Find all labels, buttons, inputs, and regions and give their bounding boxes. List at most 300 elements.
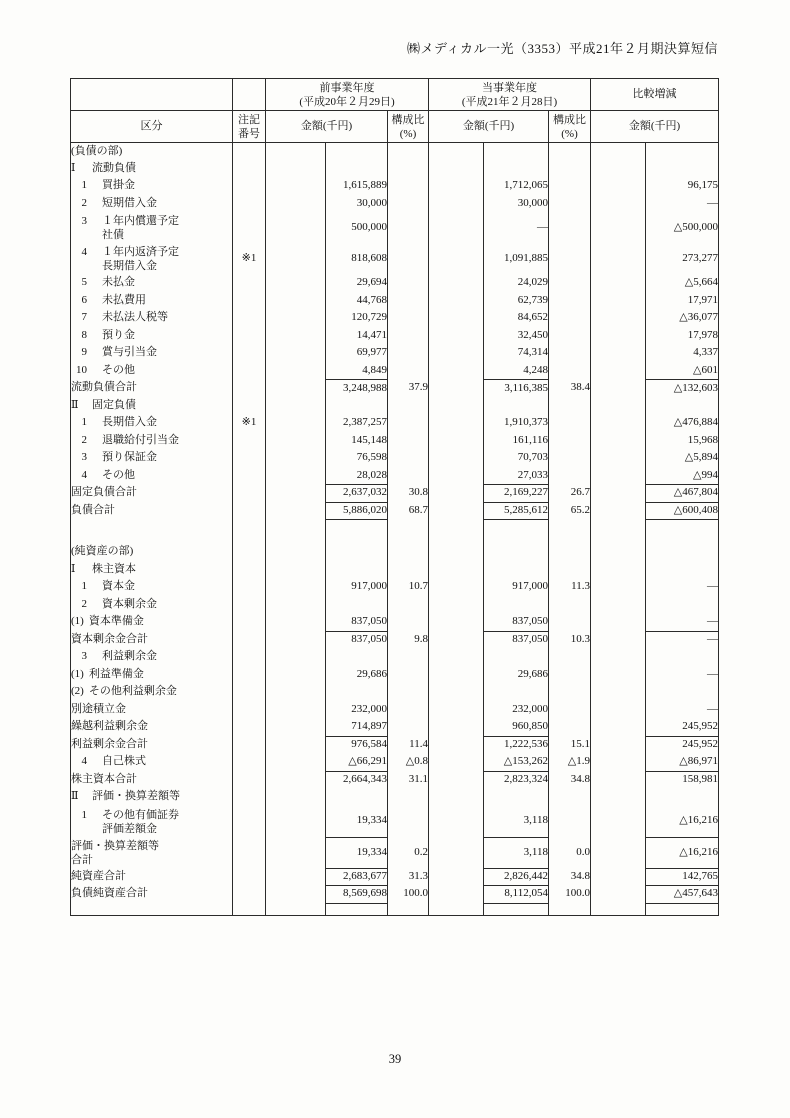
cell-ratio-curr <box>549 415 591 433</box>
table-row <box>71 467 719 485</box>
cell-spacer <box>266 345 326 363</box>
cell-spacer <box>266 485 326 503</box>
cell-amount-curr: 27,033 <box>484 467 549 485</box>
table-row <box>71 432 719 450</box>
cell-spacer <box>429 579 484 597</box>
table-row <box>71 771 719 789</box>
cell-amount-curr <box>484 397 549 415</box>
cell-note <box>233 310 266 328</box>
cell-amount-curr: 232,000 <box>484 701 549 719</box>
cell-ratio-prev <box>388 397 429 415</box>
cell-spacer <box>429 502 484 520</box>
cell-amount-diff: — <box>646 614 719 632</box>
cell-spacer <box>591 275 646 293</box>
cell-amount-prev: 29,694 <box>326 275 388 293</box>
cell-spacer <box>591 397 646 415</box>
col-ratio-prev-header: 構成比 (%) <box>388 111 429 143</box>
table-row <box>71 684 719 702</box>
cell-ratio-curr: 100.0 <box>549 886 591 904</box>
cell-ratio-curr <box>549 432 591 450</box>
cell-spacer <box>591 310 646 328</box>
cell-note <box>233 837 266 868</box>
cell-label: 2 資本剰余金 <box>71 596 233 614</box>
cell-amount-diff <box>646 397 719 415</box>
cell-ratio-curr <box>549 789 591 807</box>
cell-amount-curr <box>484 143 549 161</box>
table-row <box>71 631 719 649</box>
col-note-header: 注記 番号 <box>233 111 266 143</box>
cell-note <box>233 886 266 904</box>
cell-spacer <box>429 485 484 503</box>
cell-spacer <box>429 596 484 614</box>
table-row <box>71 649 719 667</box>
cell-spacer <box>429 292 484 310</box>
cell-label: 6 未払費用 <box>71 292 233 310</box>
cell-spacer <box>591 684 646 702</box>
cell-amount-curr: 960,850 <box>484 719 549 737</box>
cell-spacer <box>591 561 646 579</box>
table-row <box>71 502 719 520</box>
cell-amount-diff: — <box>646 631 719 649</box>
cell-amount-diff: △5,894 <box>646 450 719 468</box>
table-row <box>71 754 719 772</box>
cell-spacer <box>266 310 326 328</box>
cell-spacer <box>591 292 646 310</box>
cell-label: (負債の部) <box>71 143 233 161</box>
cell-amount-curr: 5,285,612 <box>484 502 549 520</box>
cell-amount-prev <box>326 903 388 915</box>
cell-ratio-prev <box>388 275 429 293</box>
cell-spacer <box>429 903 484 915</box>
table-row <box>71 160 719 178</box>
cell-spacer <box>266 684 326 702</box>
cell-note <box>233 178 266 196</box>
page-number: 39 <box>388 1052 402 1066</box>
cell-amount-curr <box>484 561 549 579</box>
cell-spacer <box>429 327 484 345</box>
cell-spacer <box>429 195 484 213</box>
cell-ratio-prev <box>388 160 429 178</box>
cell-ratio-prev: 31.3 <box>388 868 429 886</box>
cell-spacer <box>591 806 646 837</box>
cell-amount-prev <box>326 397 388 415</box>
cell-spacer <box>429 754 484 772</box>
cell-ratio-curr <box>549 719 591 737</box>
cell-spacer <box>266 631 326 649</box>
cell-spacer <box>429 178 484 196</box>
cell-note <box>233 544 266 562</box>
cell-spacer <box>591 614 646 632</box>
table-row <box>71 614 719 632</box>
cell-ratio-prev <box>388 789 429 807</box>
cell-amount-curr: 3,116,385 <box>484 380 549 398</box>
cell-spacer <box>591 178 646 196</box>
cell-note <box>233 684 266 702</box>
cell-amount-prev: △66,291 <box>326 754 388 772</box>
cell-label: 1 その他有価証券 評価差額金 <box>71 806 233 837</box>
cell-amount-diff: △5,664 <box>646 275 719 293</box>
cell-amount-diff: △994 <box>646 467 719 485</box>
cell-amount-curr: 62,739 <box>484 292 549 310</box>
curr-year-header <box>429 79 591 111</box>
cell-label: 2 退職給付引当金 <box>71 432 233 450</box>
table-body <box>71 143 719 916</box>
cell-spacer <box>266 561 326 579</box>
table-row <box>71 579 719 597</box>
cell-note <box>233 160 266 178</box>
cell-label: 3 １年内償還予定 社債 <box>71 213 233 244</box>
cell-ratio-prev <box>388 666 429 684</box>
cell-label: 8 預り金 <box>71 327 233 345</box>
cell-ratio-prev <box>388 544 429 562</box>
cell-spacer <box>429 649 484 667</box>
cell-amount-prev: 44,768 <box>326 292 388 310</box>
cell-spacer <box>429 450 484 468</box>
cell-spacer <box>429 415 484 433</box>
table-row <box>71 213 719 244</box>
table-row <box>71 736 719 754</box>
cell-label: Ⅱ 固定負債 <box>71 397 233 415</box>
cell-spacer <box>591 903 646 915</box>
cell-amount-curr: 1,222,536 <box>484 736 549 754</box>
cell-amount-prev <box>326 789 388 807</box>
cell-label: 負債合計 <box>71 502 233 520</box>
cell-ratio-prev: 10.7 <box>388 579 429 597</box>
cell-label: Ⅰ 流動負債 <box>71 160 233 178</box>
col-category-header: 区分 <box>71 111 233 143</box>
cell-note <box>233 143 266 161</box>
cell-note <box>233 450 266 468</box>
cell-spacer <box>429 213 484 244</box>
cell-note <box>233 502 266 520</box>
cell-ratio-curr <box>549 143 591 161</box>
cell-label: 3 預り保証金 <box>71 450 233 468</box>
table-row <box>71 244 719 275</box>
header-row-columns <box>71 111 719 143</box>
cell-spacer <box>591 736 646 754</box>
diff-header: 比較増減 <box>591 79 719 111</box>
cell-amount-prev: 837,050 <box>326 614 388 632</box>
cell-amount-diff <box>646 561 719 579</box>
cell-label: 5 未払金 <box>71 275 233 293</box>
cell-note <box>233 614 266 632</box>
cell-spacer <box>591 596 646 614</box>
cell-amount-curr: — <box>484 213 549 244</box>
cell-ratio-prev <box>388 143 429 161</box>
cell-spacer <box>591 467 646 485</box>
cell-ratio-curr <box>549 345 591 363</box>
cell-label: (純資産の部) <box>71 544 233 562</box>
cell-ratio-curr <box>549 544 591 562</box>
cell-ratio-prev <box>388 903 429 915</box>
cell-amount-prev: 4,849 <box>326 362 388 380</box>
cell-note <box>233 579 266 597</box>
cell-amount-prev: 120,729 <box>326 310 388 328</box>
cell-amount-curr: 30,000 <box>484 195 549 213</box>
cell-label: (2) その他利益剰余金 <box>71 684 233 702</box>
table-row <box>71 415 719 433</box>
cell-amount-curr <box>484 789 549 807</box>
table-row <box>71 195 719 213</box>
cell-spacer <box>591 362 646 380</box>
cell-label: 7 未払法人税等 <box>71 310 233 328</box>
cell-amount-diff: △86,971 <box>646 754 719 772</box>
cell-spacer <box>266 432 326 450</box>
cell-spacer <box>266 327 326 345</box>
cell-ratio-curr: 11.3 <box>549 579 591 597</box>
cell-amount-prev: 2,637,032 <box>326 485 388 503</box>
cell-amount-prev <box>326 596 388 614</box>
prev-year-header <box>266 79 429 111</box>
curr-year-label: 当事業年度 <box>482 81 537 94</box>
cell-amount-curr: 1,910,373 <box>484 415 549 433</box>
cell-spacer <box>429 432 484 450</box>
table-row <box>71 596 719 614</box>
cell-amount-prev: 1,615,889 <box>326 178 388 196</box>
cell-ratio-prev <box>388 614 429 632</box>
cell-amount-diff: △16,216 <box>646 837 719 868</box>
cell-spacer <box>266 520 326 544</box>
cell-spacer <box>591 160 646 178</box>
cell-spacer <box>591 415 646 433</box>
cell-ratio-curr: 65.2 <box>549 502 591 520</box>
cell-amount-diff: △601 <box>646 362 719 380</box>
cell-spacer <box>591 701 646 719</box>
cell-note <box>233 432 266 450</box>
cell-ratio-curr <box>549 292 591 310</box>
cell-ratio-curr <box>549 397 591 415</box>
cell-ratio-prev: 100.0 <box>388 886 429 904</box>
cell-amount-prev: 917,000 <box>326 579 388 597</box>
cell-amount-prev: 2,683,677 <box>326 868 388 886</box>
cell-note <box>233 380 266 398</box>
cell-ratio-prev <box>388 450 429 468</box>
cell-ratio-prev <box>388 244 429 275</box>
cell-ratio-prev <box>388 467 429 485</box>
cell-ratio-curr <box>549 275 591 293</box>
cell-spacer <box>266 415 326 433</box>
cell-amount-curr: 161,116 <box>484 432 549 450</box>
cell-spacer <box>591 244 646 275</box>
cell-ratio-curr <box>549 450 591 468</box>
header-blank-category <box>71 79 233 111</box>
table-row <box>71 903 719 915</box>
cell-note <box>233 701 266 719</box>
cell-label: 10 その他 <box>71 362 233 380</box>
cell-ratio-prev <box>388 649 429 667</box>
cell-spacer <box>266 614 326 632</box>
cell-amount-diff <box>646 649 719 667</box>
cell-ratio-prev <box>388 178 429 196</box>
cell-spacer <box>266 292 326 310</box>
cell-label: 1 長期借入金 <box>71 415 233 433</box>
cell-note <box>233 327 266 345</box>
table-row <box>71 868 719 886</box>
cell-spacer <box>591 143 646 161</box>
cell-ratio-prev <box>388 345 429 363</box>
table-row <box>71 701 719 719</box>
cell-amount-prev: 30,000 <box>326 195 388 213</box>
cell-spacer <box>266 771 326 789</box>
cell-spacer <box>429 701 484 719</box>
cell-amount-prev: 19,334 <box>326 837 388 868</box>
cell-amount-prev: 69,977 <box>326 345 388 363</box>
cell-amount-diff: 245,952 <box>646 719 719 737</box>
prev-year-label: 前事業年度 <box>319 81 375 94</box>
cell-spacer <box>591 345 646 363</box>
cell-note <box>233 806 266 837</box>
cell-spacer <box>266 467 326 485</box>
cell-ratio-prev <box>388 327 429 345</box>
cell-spacer <box>266 544 326 562</box>
cell-amount-prev: 145,148 <box>326 432 388 450</box>
cell-label <box>71 903 233 915</box>
cell-spacer <box>591 195 646 213</box>
cell-spacer <box>429 520 484 544</box>
cell-spacer <box>266 450 326 468</box>
cell-ratio-curr <box>549 195 591 213</box>
cell-amount-diff: △16,216 <box>646 806 719 837</box>
header-row-years <box>71 79 719 111</box>
cell-amount-curr: 84,652 <box>484 310 549 328</box>
cell-ratio-prev <box>388 806 429 837</box>
cell-label: 4 １年内返済予定 長期借入金 <box>71 244 233 275</box>
cell-label: 1 買掛金 <box>71 178 233 196</box>
cell-ratio-curr <box>549 467 591 485</box>
cell-spacer <box>266 868 326 886</box>
cell-amount-prev <box>326 649 388 667</box>
document-header-title: ㈱メディカル一光（3353）平成21年２月期決算短信 <box>407 41 718 56</box>
cell-spacer <box>591 666 646 684</box>
cell-spacer <box>266 502 326 520</box>
cell-spacer <box>266 701 326 719</box>
cell-ratio-prev <box>388 719 429 737</box>
cell-spacer <box>429 275 484 293</box>
cell-amount-diff <box>646 520 719 544</box>
table-row <box>71 310 719 328</box>
cell-amount-curr: △153,262 <box>484 754 549 772</box>
cell-spacer <box>266 160 326 178</box>
cell-label: 株主資本合計 <box>71 771 233 789</box>
cell-spacer <box>266 903 326 915</box>
cell-spacer <box>429 837 484 868</box>
cell-amount-prev: 2,387,257 <box>326 415 388 433</box>
cell-amount-curr <box>484 596 549 614</box>
cell-spacer <box>429 806 484 837</box>
cell-note <box>233 666 266 684</box>
cell-amount-prev: 818,608 <box>326 244 388 275</box>
cell-note <box>233 736 266 754</box>
cell-spacer <box>429 719 484 737</box>
cell-note: ※1 <box>233 415 266 433</box>
cell-spacer <box>591 868 646 886</box>
cell-amount-diff: △457,643 <box>646 886 719 904</box>
cell-ratio-curr <box>549 561 591 579</box>
cell-spacer <box>591 327 646 345</box>
cell-ratio-prev <box>388 432 429 450</box>
cell-amount-curr: 837,050 <box>484 614 549 632</box>
cell-spacer <box>266 806 326 837</box>
cell-ratio-prev: △0.8 <box>388 754 429 772</box>
cell-label: Ⅰ 株主資本 <box>71 561 233 579</box>
cell-amount-diff: 17,971 <box>646 292 719 310</box>
cell-spacer <box>591 432 646 450</box>
cell-amount-curr: 2,823,324 <box>484 771 549 789</box>
cell-note <box>233 213 266 244</box>
table-row <box>71 397 719 415</box>
cell-ratio-curr: 10.3 <box>549 631 591 649</box>
cell-amount-diff: 142,765 <box>646 868 719 886</box>
table-row <box>71 544 719 562</box>
table-row <box>71 666 719 684</box>
cell-amount-diff: △467,804 <box>646 485 719 503</box>
cell-ratio-prev <box>388 596 429 614</box>
cell-ratio-prev <box>388 684 429 702</box>
cell-ratio-curr <box>549 244 591 275</box>
table-row <box>71 345 719 363</box>
cell-ratio-prev <box>388 195 429 213</box>
table-header <box>71 79 719 143</box>
cell-ratio-curr <box>549 362 591 380</box>
cell-spacer <box>429 631 484 649</box>
cell-amount-curr <box>484 903 549 915</box>
cell-amount-curr: 24,029 <box>484 275 549 293</box>
cell-amount-prev: 3,248,988 <box>326 380 388 398</box>
cell-ratio-prev <box>388 292 429 310</box>
cell-amount-curr <box>484 684 549 702</box>
cell-amount-prev <box>326 160 388 178</box>
cell-ratio-curr: 26.7 <box>549 485 591 503</box>
cell-amount-curr: 1,712,065 <box>484 178 549 196</box>
cell-spacer <box>591 485 646 503</box>
cell-amount-diff: △36,077 <box>646 310 719 328</box>
cell-ratio-prev <box>388 701 429 719</box>
table-row <box>71 143 719 161</box>
cell-label: 負債純資産合計 <box>71 886 233 904</box>
cell-ratio-curr <box>549 520 591 544</box>
cell-spacer <box>429 467 484 485</box>
cell-spacer <box>429 614 484 632</box>
cell-spacer <box>591 649 646 667</box>
cell-ratio-curr: 15.1 <box>549 736 591 754</box>
cell-spacer <box>266 789 326 807</box>
cell-label: Ⅱ 評価・換算差額等 <box>71 789 233 807</box>
cell-spacer <box>266 213 326 244</box>
cell-amount-curr: 1,091,885 <box>484 244 549 275</box>
cell-amount-prev: 76,598 <box>326 450 388 468</box>
cell-ratio-curr <box>549 701 591 719</box>
cell-label: 繰越利益剰余金 <box>71 719 233 737</box>
cell-amount-curr: 3,118 <box>484 806 549 837</box>
cell-spacer <box>429 362 484 380</box>
cell-ratio-prev <box>388 520 429 544</box>
cell-ratio-curr <box>549 649 591 667</box>
cell-ratio-curr <box>549 903 591 915</box>
cell-amount-diff: △476,884 <box>646 415 719 433</box>
cell-note <box>233 292 266 310</box>
cell-label: 3 利益剰余金 <box>71 649 233 667</box>
header-blank-note <box>233 79 266 111</box>
prev-year-date: (平成20年２月29日) <box>299 95 395 108</box>
cell-ratio-prev <box>388 310 429 328</box>
cell-amount-diff: 96,175 <box>646 178 719 196</box>
col-amount-diff-header: 金額(千円) <box>591 111 719 143</box>
cell-spacer <box>591 579 646 597</box>
cell-spacer <box>266 596 326 614</box>
cell-spacer <box>429 886 484 904</box>
cell-spacer <box>429 666 484 684</box>
cell-ratio-curr <box>549 327 591 345</box>
